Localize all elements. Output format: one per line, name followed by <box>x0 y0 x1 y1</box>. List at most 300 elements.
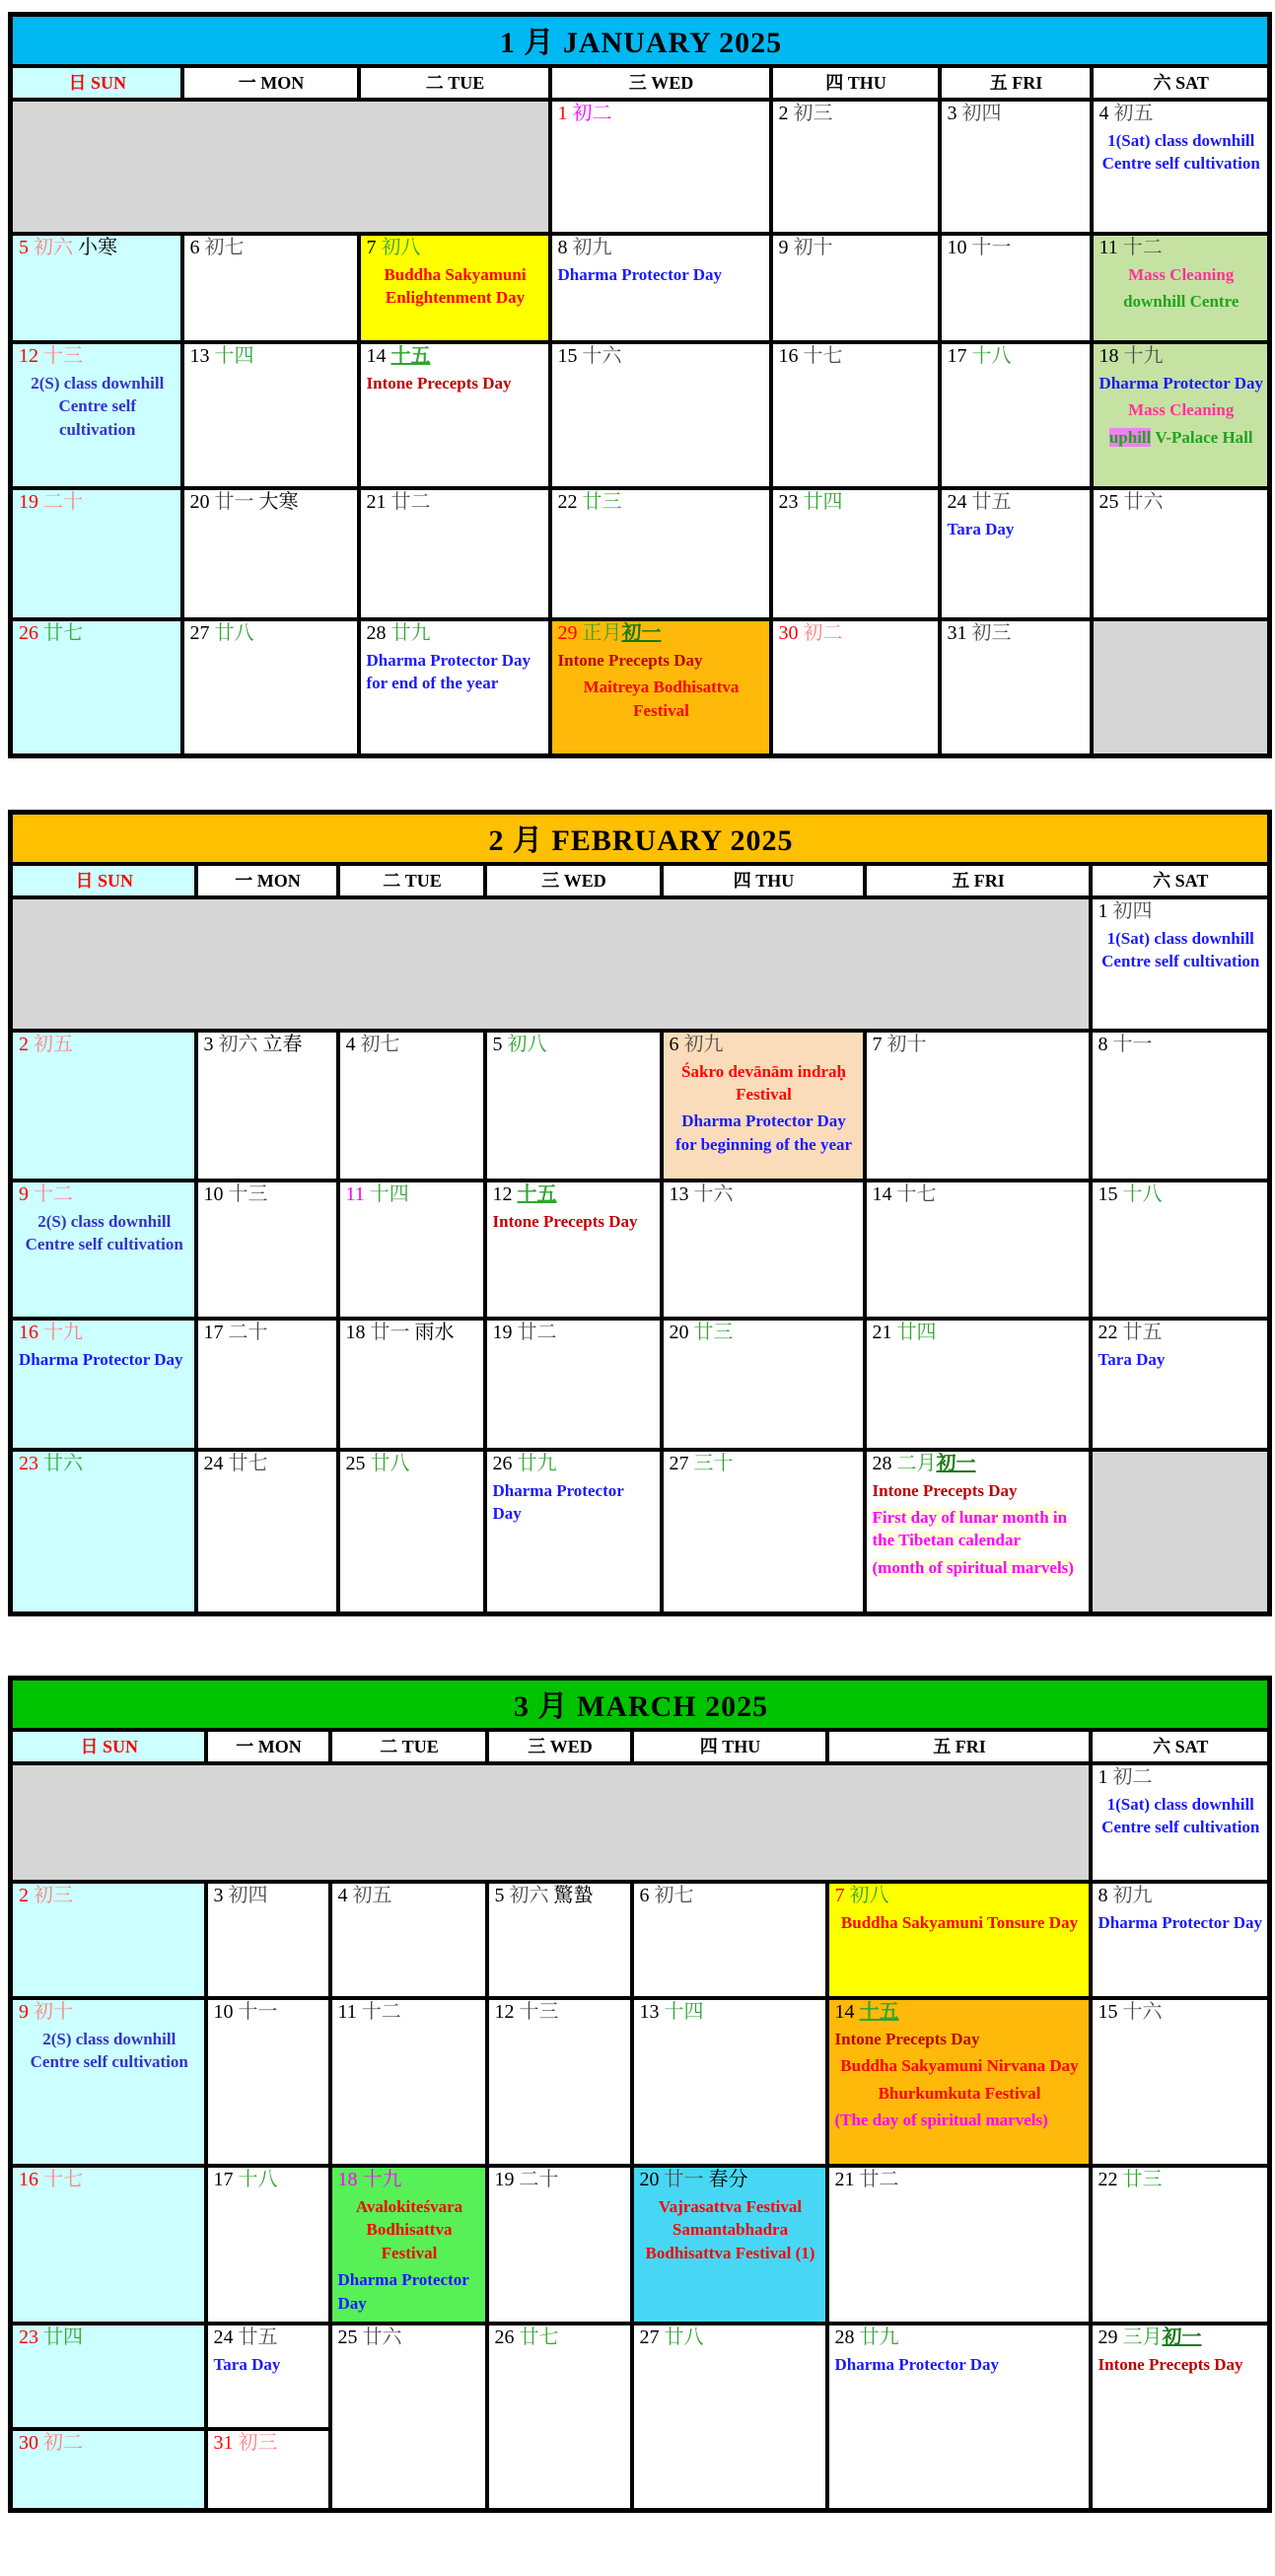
day-cell-january-21 <box>359 488 550 619</box>
date-text-segment: 十九 <box>362 2169 402 2190</box>
event-text-segment: Dharma Protector Day <box>492 1480 624 1523</box>
date-text-segment: 8 <box>1098 1033 1113 1055</box>
month-section-january <box>0 12 1275 758</box>
date-line <box>19 2001 200 2024</box>
date-text-segment: 22 <box>1098 1321 1123 1343</box>
date-text-segment: 1 <box>557 103 573 124</box>
date-text-segment: 9 <box>19 2001 34 2023</box>
date-text-segment: 14 <box>872 1182 897 1205</box>
day-cell-february-1 <box>1091 897 1270 1031</box>
day-cell-march-18 <box>330 2166 487 2324</box>
date-text-segment: 17 <box>203 1321 229 1343</box>
date-text-segment: 初六 <box>218 1033 258 1055</box>
date-text-segment: 初十 <box>793 237 833 258</box>
date-text-segment: 19 <box>492 1321 518 1343</box>
day-cell-february-21 <box>865 1319 1091 1450</box>
day-cell-february-6 <box>662 1031 865 1181</box>
date-line <box>1099 345 1264 368</box>
date-line <box>1098 1034 1264 1056</box>
day-cell-january-12 <box>11 342 182 488</box>
day-cell-march-29 <box>1091 2324 1270 2510</box>
date-line <box>338 2169 481 2191</box>
empty-cell-february <box>1091 1450 1270 1614</box>
date-line <box>214 2169 324 2191</box>
date-text-segment: 18 <box>345 1321 371 1343</box>
day-cell-march-28 <box>827 2324 1091 2510</box>
empty-cell-january <box>1092 619 1270 755</box>
date-line <box>367 237 544 259</box>
date-line <box>1098 900 1264 923</box>
date-line <box>835 2169 1085 2191</box>
date-text-segment: 初七 <box>204 237 245 258</box>
date-text-segment: 二十 <box>519 2169 559 2190</box>
date-text-segment: 春分 <box>703 2169 748 2190</box>
date-text-segment: 20 <box>639 2169 665 2190</box>
date-text-segment: 24 <box>203 1452 229 1474</box>
date-line <box>204 1034 332 1056</box>
event-line <box>1098 1793 1264 1839</box>
date-line <box>835 2326 1085 2349</box>
day-cell-january-22 <box>550 488 771 619</box>
day-header-thu: 四 THU <box>662 864 865 897</box>
date-text-segment: 十四 <box>664 2001 704 2023</box>
event-line <box>493 1479 656 1526</box>
date-text-segment: 11 <box>337 2001 362 2023</box>
day-cell-february-5 <box>485 1031 662 1181</box>
date-text-segment: 10 <box>947 237 972 258</box>
date-line <box>346 1183 479 1206</box>
month-section-march <box>0 1676 1275 2513</box>
event-text-segment: Buddha Sakyamuni Nirvana Day <box>840 2056 1079 2076</box>
date-line <box>558 491 765 514</box>
date-text-segment: 廿八 <box>214 622 254 644</box>
date-text-segment: 12 <box>19 345 43 367</box>
date-text-segment: 三月 <box>1122 2326 1163 2348</box>
date-line <box>338 2326 481 2349</box>
date-text-segment: 5 <box>494 1885 510 1906</box>
day-cell-february-28 <box>865 1450 1091 1614</box>
day-cell-february-13 <box>662 1181 865 1319</box>
date-text-segment: 12 <box>492 1182 518 1205</box>
date-text-segment: 20 <box>189 491 215 513</box>
day-cell-march-31 <box>206 2429 330 2510</box>
date-text-segment: 二十 <box>228 1321 268 1343</box>
date-line <box>19 2326 200 2349</box>
date-text-segment: 21 <box>872 1321 897 1343</box>
month-title-february: 2 月 FEBRUARY 2025 <box>11 812 1270 864</box>
date-text-segment: 21 <box>366 491 391 513</box>
event-line <box>19 2028 200 2074</box>
date-text-segment: 4 <box>345 1033 361 1055</box>
day-cell-march-9 <box>11 1998 206 2166</box>
date-text-segment: 十五 <box>859 2001 899 2023</box>
day-cell-february-10 <box>196 1181 338 1319</box>
event-line <box>1099 290 1264 313</box>
day-cell-january-23 <box>771 488 940 619</box>
event-text-segment: 2(S) class downhill Centre self cultivation <box>25 1211 183 1253</box>
date-text-segment: 十一 <box>238 2001 278 2023</box>
day-cell-february-3 <box>196 1031 338 1181</box>
date-text-segment: 十五 <box>517 1182 557 1205</box>
event-text-segment: Intone Precepts Day <box>557 651 703 670</box>
date-text-segment: 15 <box>1098 2001 1123 2023</box>
week-row <box>11 1031 1270 1181</box>
date-line <box>495 1885 626 1907</box>
date-line <box>204 1322 332 1344</box>
date-line <box>19 2169 200 2191</box>
date-text-segment: 十三 <box>228 1182 268 1205</box>
empty-cell-march <box>11 1763 1091 1882</box>
date-text-segment: 10 <box>213 2001 239 2023</box>
day-cell-february-12 <box>485 1181 662 1319</box>
date-text-segment: 16 <box>19 2169 43 2190</box>
date-line <box>1098 2001 1264 2024</box>
date-text-segment: 1 <box>1098 899 1113 922</box>
event-line <box>1098 1348 1264 1371</box>
event-line <box>670 1060 859 1107</box>
date-text-segment: 廿三 <box>693 1321 734 1343</box>
date-text-segment: 廿七 <box>228 1452 268 1474</box>
date-line <box>779 622 934 645</box>
day-cell-march-8 <box>1091 1882 1270 1998</box>
date-line <box>190 622 353 645</box>
date-text-segment: 3 <box>947 103 962 124</box>
date-line <box>640 1885 821 1907</box>
day-header-thu: 四 THU <box>771 66 940 100</box>
date-text-segment: 20 <box>669 1321 694 1343</box>
date-text-segment: 30 <box>778 622 804 644</box>
day-cell-february-20 <box>662 1319 865 1450</box>
day-cell-march-7 <box>827 1882 1091 1998</box>
day-cell-february-7 <box>865 1031 1091 1181</box>
day-cell-february-14 <box>865 1181 1091 1319</box>
date-text-segment: 6 <box>189 237 205 258</box>
date-line <box>190 345 353 368</box>
day-header-sat: 六 SAT <box>1091 1730 1270 1763</box>
date-line <box>19 1885 200 1907</box>
day-cell-january-9 <box>771 234 940 342</box>
date-text-segment: 初九 <box>572 237 612 258</box>
event-text-segment: 1(Sat) class downhill Centre self cultivation <box>1101 1795 1260 1837</box>
date-text-segment: 廿六 <box>362 2326 402 2348</box>
date-text-segment: 十六 <box>582 345 622 367</box>
date-text-segment: 初一 <box>621 622 662 644</box>
date-text-segment: 15 <box>557 345 583 367</box>
day-cell-february-23 <box>11 1450 196 1614</box>
event-text-segment: Dharma Protector Day <box>557 265 722 284</box>
date-text-segment: 23 <box>778 491 804 513</box>
event-line <box>1099 426 1264 449</box>
weekday-header-row <box>11 66 1270 100</box>
date-line <box>19 1322 190 1344</box>
date-line <box>1099 237 1264 259</box>
date-text-segment: 初九 <box>683 1033 724 1055</box>
date-text-segment: 初七 <box>360 1033 400 1055</box>
event-text-segment: 2(S) class downhill Centre self cultivation <box>31 374 165 439</box>
date-line <box>1098 2169 1264 2191</box>
event-line <box>19 1210 190 1256</box>
date-line <box>367 345 544 368</box>
day-cell-march-21 <box>827 2166 1091 2324</box>
date-text-segment: 立春 <box>257 1033 303 1055</box>
date-text-segment: 十一 <box>1112 1033 1153 1055</box>
event-text-segment: 2(S) class downhill Centre self cultivation <box>30 2030 188 2072</box>
date-text-segment: 5 <box>19 237 34 258</box>
weekday-header-row <box>11 864 1270 897</box>
event-text-segment: Maitreya Bodhisattva Festival <box>583 678 740 720</box>
date-text-segment: 廿九 <box>859 2326 899 2348</box>
day-cell-march-4 <box>330 1882 487 1998</box>
date-text-segment: 初四 <box>961 103 1002 124</box>
day-cell-march-16 <box>11 2166 206 2324</box>
date-text-segment: 14 <box>834 2001 860 2023</box>
event-line <box>948 518 1086 540</box>
day-cell-january-6 <box>182 234 359 342</box>
date-text-segment: 初八 <box>507 1033 547 1055</box>
date-text-segment: 初六 <box>509 1885 549 1906</box>
day-cell-january-2 <box>771 100 940 234</box>
day-cell-march-19 <box>487 2166 632 2324</box>
day-header-tue: 二 TUE <box>359 66 550 100</box>
event-line <box>558 676 765 722</box>
week-row <box>11 1882 1270 1998</box>
event-text-segment: V-Palace Hall <box>1151 427 1253 447</box>
date-text-segment: 12 <box>494 2001 520 2023</box>
event-line <box>493 1210 656 1233</box>
date-line <box>558 345 765 368</box>
event-text-segment: Dharma Protector Day <box>19 1349 183 1369</box>
date-text-segment: 初六 <box>34 237 73 258</box>
date-text-segment: 16 <box>19 1321 43 1343</box>
date-line <box>640 2326 821 2349</box>
date-text-segment: 十二 <box>34 1182 73 1205</box>
event-text-segment: (The day of spiritual marvels) <box>834 2111 1048 2130</box>
day-header-sat: 六 SAT <box>1091 864 1270 897</box>
day-header-tue: 二 TUE <box>330 1730 487 1763</box>
event-line <box>214 2353 324 2376</box>
day-cell-march-14 <box>827 1998 1091 2166</box>
date-text-segment: 7 <box>834 1885 850 1906</box>
date-line <box>367 491 544 514</box>
day-cell-february-15 <box>1091 1181 1270 1319</box>
date-text-segment: 16 <box>778 345 804 367</box>
date-text-segment: 初二 <box>572 103 612 124</box>
day-cell-january-1 <box>550 100 771 234</box>
date-text-segment: 初三 <box>971 622 1012 644</box>
event-line <box>1099 398 1264 421</box>
event-line <box>558 649 765 672</box>
event-text-segment: (month of spiritual marvels) <box>872 1557 1074 1577</box>
event-line <box>873 1506 1085 1552</box>
date-text-segment: 初五 <box>34 1033 73 1055</box>
date-text-segment: 初一 <box>936 1452 976 1474</box>
date-line <box>873 1453 1085 1475</box>
date-text-segment: 廿八 <box>370 1452 410 1474</box>
date-text-segment: 廿九 <box>517 1452 557 1474</box>
event-line <box>1099 372 1264 394</box>
date-text-segment: 十二 <box>1122 237 1163 258</box>
date-line <box>204 1183 332 1206</box>
day-cell-march-2 <box>11 1882 206 1998</box>
day-header-mon: 一 MON <box>206 1730 330 1763</box>
date-text-segment: 7 <box>366 237 382 258</box>
day-header-mon: 一 MON <box>196 864 338 897</box>
date-text-segment: 廿三 <box>582 491 622 513</box>
event-line <box>873 1479 1085 1502</box>
day-cell-february-24 <box>196 1450 338 1614</box>
day-header-thu: 四 THU <box>632 1730 827 1763</box>
date-text-segment: 2 <box>778 103 794 124</box>
date-line <box>558 103 765 125</box>
date-line <box>779 237 934 259</box>
month-title-row <box>11 812 1270 864</box>
day-cell-march-27 <box>632 2324 827 2510</box>
event-line <box>338 2268 481 2315</box>
date-line <box>493 1183 656 1206</box>
date-text-segment: 十六 <box>1122 2001 1163 2023</box>
date-line <box>495 2001 626 2024</box>
day-cell-february-9 <box>11 1181 196 1319</box>
day-header-mon: 一 MON <box>182 66 359 100</box>
event-text-segment: Śakro devānām indraḥ Festival <box>681 1061 846 1104</box>
date-line <box>19 491 177 514</box>
day-cell-february-8 <box>1091 1031 1270 1181</box>
date-text-segment: 22 <box>1098 2169 1123 2190</box>
event-text-segment: Vajrasattva Festival Samantabhadra Bodhisattva Festival (1) <box>645 2197 815 2262</box>
date-line <box>493 1034 656 1056</box>
event-text-segment: 1(Sat) class downhill Centre self cultivation <box>1101 928 1260 970</box>
date-text-segment: 22 <box>557 491 583 513</box>
event-line <box>873 1556 1085 1579</box>
event-text-segment: 1(Sat) class downhill Centre self cultivation <box>1101 131 1260 174</box>
date-text-segment: 8 <box>1098 1885 1113 1906</box>
date-text-segment: 23 <box>19 1452 43 1474</box>
event-text-segment: downhill Centre <box>1123 292 1240 312</box>
day-cell-march-30 <box>11 2429 206 2510</box>
date-line <box>558 622 765 645</box>
day-cell-january-25 <box>1092 488 1270 619</box>
date-text-segment: 13 <box>189 345 215 367</box>
calendar-table-march <box>8 1676 1272 2513</box>
day-cell-january-31 <box>940 619 1092 755</box>
event-line <box>1099 263 1264 286</box>
event-line <box>835 2054 1085 2077</box>
date-text-segment: 6 <box>669 1033 684 1055</box>
day-cell-march-13 <box>632 1998 827 2166</box>
date-line <box>779 345 934 368</box>
empty-cell-january <box>11 100 550 234</box>
day-cell-february-11 <box>338 1181 485 1319</box>
date-line <box>948 622 1086 645</box>
event-text-segment: Tara Day <box>947 520 1015 538</box>
date-text-segment: 24 <box>947 491 972 513</box>
date-text-segment: 2 <box>19 1033 34 1055</box>
event-text-segment: Dharma Protector Day for beginning of the year <box>674 1111 853 1154</box>
week-row <box>11 1998 1270 2166</box>
day-cell-january-4 <box>1092 100 1270 234</box>
date-text-segment: 廿八 <box>664 2326 704 2348</box>
month-title-row <box>11 1679 1270 1731</box>
date-text-segment: 初一 <box>1162 2326 1202 2348</box>
date-line <box>19 622 177 645</box>
week-row <box>11 2324 1270 2429</box>
date-text-segment: 27 <box>669 1452 694 1474</box>
event-line <box>835 2353 1085 2376</box>
date-text-segment: 9 <box>778 237 794 258</box>
day-cell-january-16 <box>771 342 940 488</box>
date-line <box>948 103 1086 125</box>
day-cell-february-2 <box>11 1031 196 1181</box>
day-cell-february-17 <box>196 1319 338 1450</box>
date-line <box>670 1453 859 1475</box>
date-text-segment: 28 <box>872 1452 897 1474</box>
event-line <box>1099 129 1264 176</box>
date-text-segment: 28 <box>366 622 391 644</box>
event-text-segment: Buddha Sakyamuni Tonsure Day <box>840 1913 1079 1932</box>
day-cell-march-15 <box>1091 1998 1270 2166</box>
date-text-segment: 十三 <box>519 2001 559 2023</box>
date-text-segment: 7 <box>872 1033 887 1055</box>
date-line <box>214 2432 324 2455</box>
date-text-segment: 17 <box>213 2169 239 2190</box>
date-text-segment: 初三 <box>34 1885 73 1906</box>
date-text-segment: 25 <box>1098 491 1124 513</box>
date-text-segment: 26 <box>19 622 43 644</box>
event-line <box>1098 2353 1264 2376</box>
date-line <box>346 1034 479 1056</box>
date-text-segment: 十五 <box>390 345 431 367</box>
day-cell-february-25 <box>338 1450 485 1614</box>
date-text-segment: 19 <box>19 491 43 513</box>
date-text-segment: 正月 <box>582 622 622 644</box>
date-line <box>338 2001 481 2024</box>
day-header-sun: 日 SUN <box>11 66 182 100</box>
date-line <box>948 237 1086 259</box>
date-line <box>19 345 177 368</box>
event-line <box>1098 927 1264 973</box>
date-line <box>779 491 934 514</box>
day-cell-march-5 <box>487 1882 632 1998</box>
date-text-segment: 初二 <box>43 2432 83 2454</box>
date-text-segment: 28 <box>834 2326 860 2348</box>
date-text-segment: 初四 <box>228 1885 268 1906</box>
date-line <box>190 237 353 259</box>
date-text-segment: 三十 <box>693 1452 734 1474</box>
date-line <box>204 1453 332 1475</box>
day-cell-march-25 <box>330 2324 487 2510</box>
date-text-segment: 30 <box>19 2432 43 2454</box>
day-cell-march-12 <box>487 1998 632 2166</box>
event-line <box>367 649 544 695</box>
date-text-segment: 廿六 <box>43 1452 83 1474</box>
date-text-segment: 4 <box>337 1885 353 1906</box>
date-text-segment: 廿九 <box>390 622 431 644</box>
day-cell-february-26 <box>485 1450 662 1614</box>
date-line <box>948 491 1086 514</box>
date-text-segment: 13 <box>669 1182 694 1205</box>
date-text-segment: 19 <box>494 2169 520 2190</box>
day-cell-january-17 <box>940 342 1092 488</box>
date-text-segment: 10 <box>203 1182 229 1205</box>
event-line <box>1098 1911 1264 1934</box>
event-line <box>19 1348 190 1371</box>
event-text-segment: Tara Day <box>213 2355 281 2374</box>
date-text-segment: 雨水 <box>409 1321 455 1343</box>
date-line <box>346 1453 479 1475</box>
date-text-segment: 29 <box>557 622 583 644</box>
date-text-segment: 二十 <box>43 491 83 513</box>
event-text-segment: Mass Cleaning <box>1128 400 1235 420</box>
